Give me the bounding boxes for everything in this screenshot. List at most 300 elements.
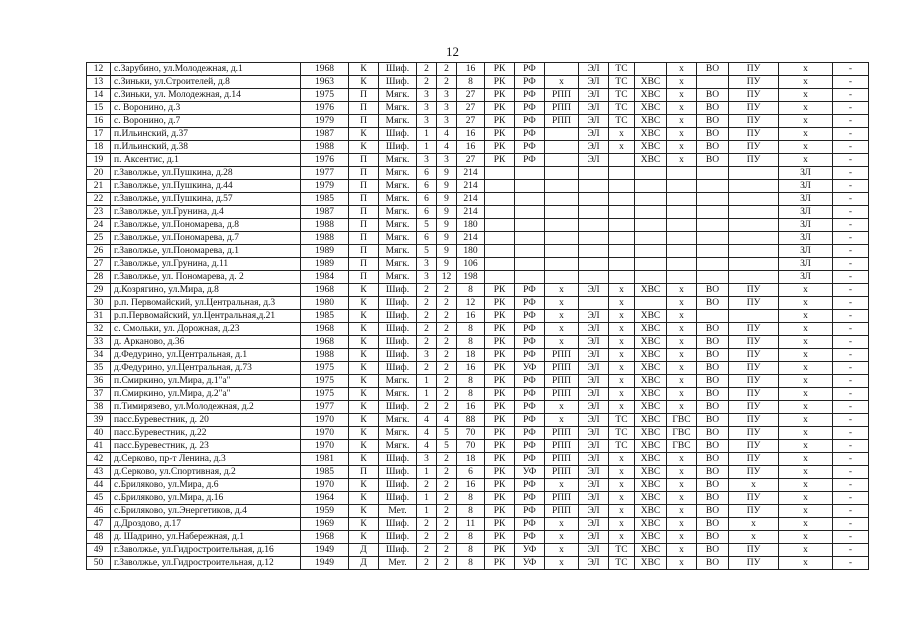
table-cell: П xyxy=(349,232,379,245)
table-cell: 1963 xyxy=(301,76,349,89)
table-cell: - xyxy=(833,219,869,232)
table-cell: П xyxy=(349,154,379,167)
table-cell xyxy=(697,245,729,258)
row-number-cell: 16 xyxy=(87,115,111,128)
table-cell: К xyxy=(349,141,379,154)
table-cell xyxy=(667,219,697,232)
row-number-cell: 38 xyxy=(87,401,111,414)
table-cell: ЗЛ xyxy=(779,167,833,180)
table-cell: К xyxy=(349,323,379,336)
table-cell: ЗЛ xyxy=(779,219,833,232)
table-cell: 1970 xyxy=(301,440,349,453)
table-cell: х xyxy=(545,323,579,336)
table-cell: Шиф. xyxy=(379,284,417,297)
table-cell: х xyxy=(779,453,833,466)
table-cell: х xyxy=(667,141,697,154)
table-cell xyxy=(485,180,515,193)
table-cell: ПУ xyxy=(729,388,779,401)
address-cell: р.п. Первомайский, ул.Центральная, д.3 xyxy=(111,297,301,310)
table-cell: РФ xyxy=(515,453,545,466)
row-number-cell: 28 xyxy=(87,271,111,284)
table-cell xyxy=(697,180,729,193)
table-cell: 1985 xyxy=(301,193,349,206)
table-cell: 2 xyxy=(437,284,457,297)
table-cell: 6 xyxy=(417,232,437,245)
table-cell: Мет. xyxy=(379,557,417,570)
table-row xyxy=(87,167,869,180)
table-cell xyxy=(579,167,609,180)
table-cell: 214 xyxy=(457,206,485,219)
table-cell: х xyxy=(667,154,697,167)
table-cell: х xyxy=(779,414,833,427)
table-cell: ХВС xyxy=(635,284,667,297)
table-cell xyxy=(609,258,635,271)
table-cell: Мягк. xyxy=(379,206,417,219)
table-cell: х xyxy=(609,531,635,544)
table-cell: - xyxy=(833,323,869,336)
table-cell: ПУ xyxy=(729,440,779,453)
table-cell: 2 xyxy=(437,479,457,492)
table-cell: 1 xyxy=(417,128,437,141)
table-cell xyxy=(515,271,545,284)
address-cell: д.Козрягино, ул.Мира, д.8 xyxy=(111,284,301,297)
table-cell: - xyxy=(833,362,869,375)
table-cell: ПУ xyxy=(729,414,779,427)
table-cell: ХВС xyxy=(635,505,667,518)
table-cell: П xyxy=(349,219,379,232)
table-cell: 2 xyxy=(417,557,437,570)
table-cell: х xyxy=(779,362,833,375)
table-cell: ЭЛ xyxy=(579,557,609,570)
table-cell: К xyxy=(349,128,379,141)
table-cell xyxy=(579,258,609,271)
table-cell: 9 xyxy=(437,180,457,193)
address-cell: с. Воронино, д.7 xyxy=(111,115,301,128)
table-cell: Шиф. xyxy=(379,349,417,362)
table-cell xyxy=(729,245,779,258)
table-cell: 2 xyxy=(437,557,457,570)
table-cell xyxy=(635,63,667,76)
table-cell: 3 xyxy=(417,89,437,102)
table-cell: х xyxy=(779,505,833,518)
table-cell: 4 xyxy=(417,440,437,453)
table-cell: РПП xyxy=(545,427,579,440)
table-cell xyxy=(667,180,697,193)
table-cell: ВО xyxy=(697,427,729,440)
table-cell: 9 xyxy=(437,258,457,271)
table-cell: ЭЛ xyxy=(579,115,609,128)
table-cell: К xyxy=(349,427,379,440)
table-cell: 2 xyxy=(437,466,457,479)
table-row xyxy=(87,89,869,102)
table-cell: 1975 xyxy=(301,89,349,102)
table-cell: РК xyxy=(485,297,515,310)
table-cell: П xyxy=(349,115,379,128)
table-cell: 4 xyxy=(437,414,457,427)
table-cell: РФ xyxy=(515,401,545,414)
table-cell: х xyxy=(779,349,833,362)
table-cell: 3 xyxy=(417,115,437,128)
table-cell: - xyxy=(833,232,869,245)
table-cell: х xyxy=(545,401,579,414)
table-cell: ЗЛ xyxy=(779,232,833,245)
table-cell: ПУ xyxy=(729,505,779,518)
table-cell: х xyxy=(609,336,635,349)
table-cell: Шиф. xyxy=(379,479,417,492)
table-cell: ХВС xyxy=(635,427,667,440)
table-cell xyxy=(545,219,579,232)
table-cell: РК xyxy=(485,505,515,518)
table-cell: 1970 xyxy=(301,427,349,440)
table-cell xyxy=(485,193,515,206)
table-cell: ХВС xyxy=(635,323,667,336)
table-cell: П xyxy=(349,193,379,206)
table-cell: 2 xyxy=(437,375,457,388)
table-cell: 1949 xyxy=(301,557,349,570)
table-cell: РК xyxy=(485,310,515,323)
table-cell: х xyxy=(667,518,697,531)
table-row xyxy=(87,141,869,154)
table-cell: ПУ xyxy=(729,284,779,297)
table-cell xyxy=(609,245,635,258)
table-cell xyxy=(635,180,667,193)
table-cell: 1987 xyxy=(301,128,349,141)
table-cell: ЭЛ xyxy=(579,414,609,427)
table-cell: ТС xyxy=(609,89,635,102)
table-cell: - xyxy=(833,245,869,258)
row-number-cell: 18 xyxy=(87,141,111,154)
table-cell: 1979 xyxy=(301,115,349,128)
table-cell: х xyxy=(667,388,697,401)
table-cell: 1977 xyxy=(301,167,349,180)
table-cell: х xyxy=(545,284,579,297)
table-cell: ПУ xyxy=(729,401,779,414)
table-cell: РФ xyxy=(515,336,545,349)
table-cell: ХВС xyxy=(635,102,667,115)
row-number-cell: 29 xyxy=(87,284,111,297)
table-cell: 16 xyxy=(457,362,485,375)
table-cell xyxy=(545,271,579,284)
table-cell xyxy=(485,219,515,232)
table-cell: ВО xyxy=(697,492,729,505)
table-cell: - xyxy=(833,440,869,453)
table-cell: П xyxy=(349,180,379,193)
table-cell: РФ xyxy=(515,414,545,427)
table-cell: РПП xyxy=(545,492,579,505)
row-number-cell: 44 xyxy=(87,479,111,492)
table-cell: - xyxy=(833,492,869,505)
table-cell: х xyxy=(545,414,579,427)
row-number-cell: 47 xyxy=(87,518,111,531)
table-cell: 2 xyxy=(417,479,437,492)
table-cell: УФ xyxy=(515,362,545,375)
table-cell: х xyxy=(545,310,579,323)
table-cell: К xyxy=(349,284,379,297)
table-cell: ЭЛ xyxy=(579,492,609,505)
table-cell: 6 xyxy=(417,193,437,206)
table-cell: - xyxy=(833,544,869,557)
table-cell: х xyxy=(779,427,833,440)
table-row xyxy=(87,427,869,440)
table-cell xyxy=(485,167,515,180)
table-cell: 6 xyxy=(417,180,437,193)
table-cell: х xyxy=(667,63,697,76)
table-cell: РФ xyxy=(515,63,545,76)
table-cell xyxy=(609,206,635,219)
table-cell: Шиф. xyxy=(379,531,417,544)
table-cell xyxy=(697,310,729,323)
table-cell: ПУ xyxy=(729,128,779,141)
table-cell xyxy=(545,141,579,154)
table-cell: Мягк. xyxy=(379,154,417,167)
table-cell: П xyxy=(349,466,379,479)
table-row xyxy=(87,557,869,570)
table-cell: 9 xyxy=(437,232,457,245)
table-cell: ВО xyxy=(697,362,729,375)
table-row xyxy=(87,323,869,336)
table-cell: х xyxy=(609,128,635,141)
table-cell xyxy=(635,245,667,258)
table-cell: х xyxy=(545,557,579,570)
table-row xyxy=(87,232,869,245)
table-cell: ПУ xyxy=(729,557,779,570)
table-cell: 4 xyxy=(437,141,457,154)
table-row xyxy=(87,375,869,388)
table-cell: Мягк. xyxy=(379,375,417,388)
table-cell: ВО xyxy=(697,479,729,492)
table-cell: 9 xyxy=(437,219,457,232)
table-row xyxy=(87,219,869,232)
address-cell: с.Бриляково, ул.Мира, д.6 xyxy=(111,479,301,492)
row-number-cell: 39 xyxy=(87,414,111,427)
table-cell: РПП xyxy=(545,388,579,401)
table-cell xyxy=(579,297,609,310)
table-cell: К xyxy=(349,492,379,505)
table-cell xyxy=(515,206,545,219)
table-cell: Шиф. xyxy=(379,128,417,141)
table-cell xyxy=(667,193,697,206)
table-cell: 2 xyxy=(437,401,457,414)
table-cell: 1976 xyxy=(301,102,349,115)
table-cell: 1988 xyxy=(301,141,349,154)
table-cell: ГВС xyxy=(667,414,697,427)
table-row xyxy=(87,440,869,453)
table-cell: РК xyxy=(485,414,515,427)
table-cell: ЭЛ xyxy=(579,505,609,518)
table-cell: П xyxy=(349,271,379,284)
table-cell: 214 xyxy=(457,180,485,193)
table-cell: РК xyxy=(485,154,515,167)
table-cell xyxy=(545,180,579,193)
table-cell: 6 xyxy=(417,206,437,219)
table-cell: 8 xyxy=(457,544,485,557)
table-cell: 27 xyxy=(457,102,485,115)
table-cell: - xyxy=(833,193,869,206)
table-cell: Мягк. xyxy=(379,180,417,193)
table-cell: 2 xyxy=(417,76,437,89)
table-row xyxy=(87,180,869,193)
table-cell: Шиф. xyxy=(379,453,417,466)
table-cell: х xyxy=(667,323,697,336)
table-cell: х xyxy=(667,531,697,544)
address-cell: с.Бриляково, ул.Мира, д.16 xyxy=(111,492,301,505)
table-cell: ЭЛ xyxy=(579,544,609,557)
table-cell: К xyxy=(349,349,379,362)
table-cell: 3 xyxy=(437,154,457,167)
table-cell: х xyxy=(779,401,833,414)
table-cell xyxy=(515,180,545,193)
table-cell: 1988 xyxy=(301,349,349,362)
table-cell: ЗЛ xyxy=(779,258,833,271)
table-cell xyxy=(515,167,545,180)
table-cell: х xyxy=(545,479,579,492)
table-cell: 2 xyxy=(437,76,457,89)
table-cell: Мягк. xyxy=(379,89,417,102)
table-cell: ВО xyxy=(697,375,729,388)
table-cell: х xyxy=(545,336,579,349)
table-cell: х xyxy=(779,531,833,544)
table-cell: ЭЛ xyxy=(579,89,609,102)
table-cell: - xyxy=(833,518,869,531)
table-cell: ХВС xyxy=(635,401,667,414)
table-cell xyxy=(545,258,579,271)
table-cell: ВО xyxy=(697,115,729,128)
table-row xyxy=(87,466,869,479)
table-cell: - xyxy=(833,271,869,284)
table-cell: Шиф. xyxy=(379,63,417,76)
table-cell: 1 xyxy=(417,141,437,154)
row-number-cell: 33 xyxy=(87,336,111,349)
table-cell xyxy=(485,271,515,284)
table-cell xyxy=(579,271,609,284)
table-cell: ЭЛ xyxy=(579,128,609,141)
table-cell: ПУ xyxy=(729,102,779,115)
table-cell: ВО xyxy=(697,102,729,115)
table-cell: 1988 xyxy=(301,232,349,245)
table-cell: ХВС xyxy=(635,76,667,89)
address-cell: пасс.Буревестник, д.22 xyxy=(111,427,301,440)
table-cell xyxy=(545,63,579,76)
address-cell: г.Заволжье, ул.Пушкина, д.28 xyxy=(111,167,301,180)
table-body xyxy=(87,63,869,570)
table-cell: 214 xyxy=(457,193,485,206)
table-cell: 1968 xyxy=(301,63,349,76)
table-cell: ПУ xyxy=(729,544,779,557)
table-cell xyxy=(515,219,545,232)
table-cell: х xyxy=(667,505,697,518)
table-cell xyxy=(697,271,729,284)
table-cell: 1980 xyxy=(301,297,349,310)
table-cell: х xyxy=(779,128,833,141)
table-cell: х xyxy=(667,349,697,362)
address-cell: п.Смиркино, ул.Мира, д.1"а" xyxy=(111,375,301,388)
row-number-cell: 26 xyxy=(87,245,111,258)
table-cell: ПУ xyxy=(729,466,779,479)
table-cell: х xyxy=(779,154,833,167)
table-row xyxy=(87,492,869,505)
table-cell: 1988 xyxy=(301,219,349,232)
table-cell: РФ xyxy=(515,349,545,362)
table-cell: 2 xyxy=(437,63,457,76)
table-cell: ВО xyxy=(697,89,729,102)
table-cell: 1985 xyxy=(301,466,349,479)
table-cell: 9 xyxy=(437,206,457,219)
table-cell xyxy=(729,271,779,284)
table-cell: ЭЛ xyxy=(579,310,609,323)
table-cell: 1981 xyxy=(301,453,349,466)
table-cell: х xyxy=(779,375,833,388)
table-cell: ПУ xyxy=(729,349,779,362)
table-cell: 9 xyxy=(437,193,457,206)
table-cell: К xyxy=(349,414,379,427)
table-cell: 5 xyxy=(437,440,457,453)
table-cell: х xyxy=(545,518,579,531)
table-cell: ПУ xyxy=(729,492,779,505)
table-cell: х xyxy=(609,505,635,518)
table-cell: 3 xyxy=(437,102,457,115)
table-cell: 27 xyxy=(457,89,485,102)
table-cell: ПУ xyxy=(729,427,779,440)
table-cell: ПУ xyxy=(729,336,779,349)
table-cell: Мягк. xyxy=(379,232,417,245)
table-cell: 8 xyxy=(457,76,485,89)
table-cell: - xyxy=(833,401,869,414)
row-number-cell: 24 xyxy=(87,219,111,232)
table-cell: ЭЛ xyxy=(579,531,609,544)
table-cell: 1970 xyxy=(301,479,349,492)
table-cell: 4 xyxy=(437,128,457,141)
table-cell: х xyxy=(779,102,833,115)
table-cell: ХВС xyxy=(635,414,667,427)
table-cell: Шиф. xyxy=(379,297,417,310)
table-cell xyxy=(545,206,579,219)
row-number-cell: 48 xyxy=(87,531,111,544)
row-number-cell: 50 xyxy=(87,557,111,570)
table-cell: - xyxy=(833,466,869,479)
table-cell xyxy=(545,232,579,245)
table-cell: 8 xyxy=(457,375,485,388)
table-cell xyxy=(667,167,697,180)
table-cell: ХВС xyxy=(635,544,667,557)
table-cell: 2 xyxy=(417,310,437,323)
table-cell: - xyxy=(833,297,869,310)
table-cell: 2 xyxy=(417,284,437,297)
table-cell: РК xyxy=(485,336,515,349)
table-cell: 106 xyxy=(457,258,485,271)
table-cell: 27 xyxy=(457,115,485,128)
table-cell xyxy=(729,219,779,232)
address-cell: г.Заволжье, ул.Пономарева, д.8 xyxy=(111,219,301,232)
table-cell: 16 xyxy=(457,128,485,141)
table-cell: - xyxy=(833,531,869,544)
table-cell: РК xyxy=(485,323,515,336)
table-cell: ЭЛ xyxy=(579,141,609,154)
table-cell: Шиф. xyxy=(379,544,417,557)
table-cell: ВО xyxy=(697,505,729,518)
table-cell: РК xyxy=(485,479,515,492)
table-cell: 1987 xyxy=(301,206,349,219)
table-cell: ТС xyxy=(609,63,635,76)
table-cell: х xyxy=(779,440,833,453)
table-cell: ВО xyxy=(697,401,729,414)
table-cell: х xyxy=(667,284,697,297)
table-cell: РФ xyxy=(515,479,545,492)
address-cell: п.Ильинский, д.38 xyxy=(111,141,301,154)
table-cell: х xyxy=(667,544,697,557)
table-cell: Мягк. xyxy=(379,388,417,401)
table-cell: 1985 xyxy=(301,310,349,323)
table-cell: ХВС xyxy=(635,89,667,102)
